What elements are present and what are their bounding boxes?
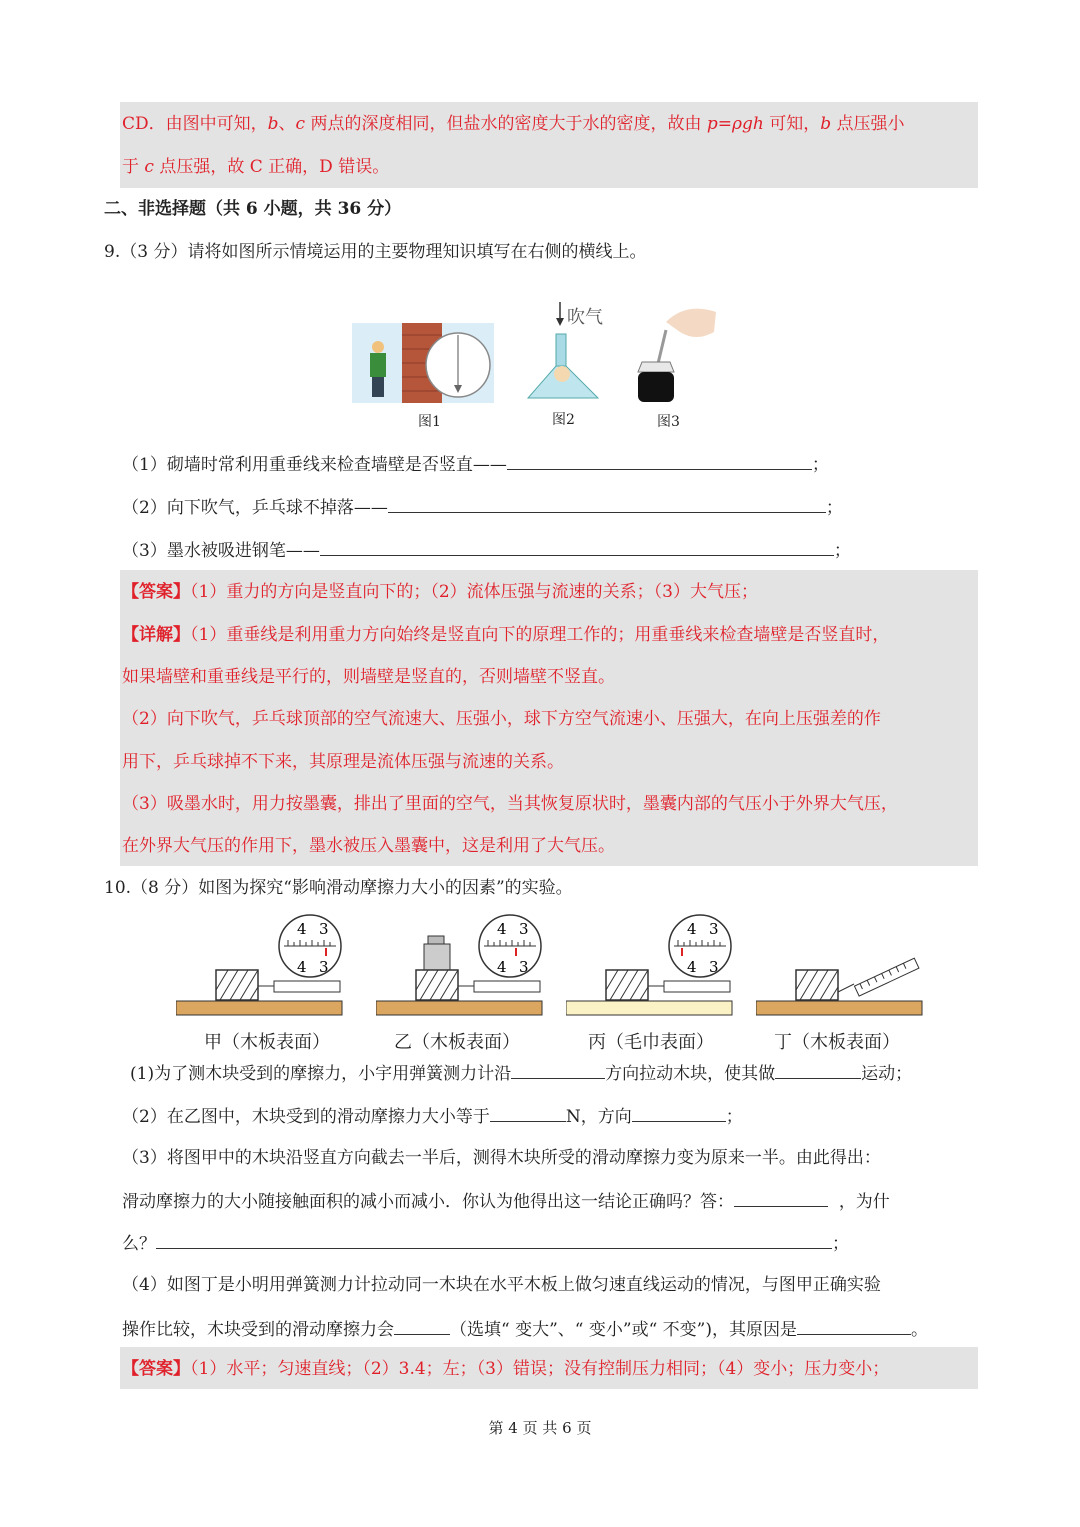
q9-explain-line-4: 用下，乒乓球掉不下来，其原理是流体压强与流速的关系。 xyxy=(122,752,564,772)
q9-item-1: （1）砌墙时常利用重垂线来检查墙壁是否竖直—— ； xyxy=(122,455,829,475)
q10-q3-blank-2[interactable] xyxy=(156,1232,832,1249)
q9-blow-label: 吹气 xyxy=(567,307,603,328)
q9-explain-line-3: （2）向下吹气，乒乓球顶部的空气流速大、压强小，球下方空气流速小、压强大，在向上压强差的作 xyxy=(122,709,881,729)
q9-fig2-label: 图2 xyxy=(552,412,575,428)
q9-figure-1 xyxy=(352,323,494,403)
q9-item-2: （2）向下吹气，乒乓球不掉落—— ； xyxy=(122,498,843,518)
q9-answer: 【答案】（1）重力的方向是竖直向下的；（2）流体压强与流速的关系；（3）大气压； xyxy=(122,582,758,602)
q10-yi-gauge-bottom-left: 4 xyxy=(497,958,507,976)
q10-q2: （2）在乙图中，木块受到的滑动摩擦力大小等于 N，方向 ； xyxy=(122,1107,743,1127)
q9-explain-line-6: 在外界大气压的作用下，墨水被压入墨囊中，这是利用了大气压。 xyxy=(122,836,615,856)
q10-jia-gauge-top-left: 4 xyxy=(297,920,307,938)
q10-fig-label-yi: 乙（木板表面） xyxy=(394,1032,520,1053)
q10-figure-bing xyxy=(566,912,736,1020)
q10-figure-yi xyxy=(376,912,546,1020)
q10-yi-gauge-top-left: 4 xyxy=(497,920,507,938)
top-answer-line2: 于 c 点压强，故 C 正确，D 错误。 xyxy=(122,157,390,177)
q10-bing-gauge-top-right: 3 xyxy=(709,920,719,938)
q10-q4-line2: 操作比较，木块受到的滑动摩擦力会 （选填“ 变大”、“ 变小”或“ 不变”)，其原因是 。 xyxy=(122,1320,928,1340)
q10-figure-ding xyxy=(756,912,926,1020)
q10-q2-blank-2[interactable] xyxy=(632,1105,726,1122)
q10-q3-blank-1[interactable] xyxy=(734,1190,828,1207)
q10-q3-line3: 么？ ； xyxy=(122,1234,849,1254)
q10-bing-gauge-bottom-left: 4 xyxy=(687,958,697,976)
top-answer-line1: CD．由图中可知，b、c 两点的深度相同，但盐水的密度大于水的密度，故由 p=ρgh 可知，b 点压强小 xyxy=(122,114,905,134)
q10-jia-gauge-bottom-right: 3 xyxy=(319,958,329,976)
q9-figure-3 xyxy=(636,302,720,407)
q10-yi-gauge-bottom-right: 3 xyxy=(519,958,529,976)
q10-q4-blank-1[interactable] xyxy=(394,1318,450,1335)
q9-item-3: （3）墨水被吸进钢笔—— ； xyxy=(122,541,851,561)
q10-answer: 【答案】（1）水平；匀速直线；（2）3.4；左；（3）错误；没有控制压力相同；（4）变小；压力变小； xyxy=(122,1359,890,1379)
q10-fig-label-jia: 甲（木板表面） xyxy=(204,1032,330,1053)
q9-stem: 9.（3 分）请将如图所示情境运用的主要物理知识填写在右侧的横线上。 xyxy=(104,242,647,262)
q9-blank-1[interactable] xyxy=(507,453,812,470)
q10-bing-gauge-top-left: 4 xyxy=(687,920,697,938)
q10-q3-line2: 滑动摩擦力的大小随接触面积的减小而减小．你认为他得出这一结论正确吗？答： ，为什 xyxy=(122,1192,890,1212)
q9-blank-3[interactable] xyxy=(320,539,834,556)
q10-fig-label-bing: 丙（毛巾表面） xyxy=(588,1032,714,1053)
q10-stem: 10.（8 分）如图为探究“影响滑动摩擦力大小的因素”的实验。 xyxy=(104,878,573,898)
q10-fig-label-ding: 丁（木板表面） xyxy=(774,1032,900,1053)
q10-q2-blank-1[interactable] xyxy=(490,1105,566,1122)
q10-q4-line1: （4）如图丁是小明用弹簧测力计拉动同一木块在水平木板上做匀速直线运动的情况，与图甲正确实验 xyxy=(122,1275,881,1295)
q9-explain-line-2: 如果墙壁和重垂线是平行的，则墙壁是竖直的，否则墙壁不竖直。 xyxy=(122,667,615,687)
q9-blank-2[interactable] xyxy=(388,496,826,513)
q10-figure-jia xyxy=(176,912,346,1020)
q10-q3-line1: （3）将图甲中的木块沿竖直方向截去一半后，测得木块所受的滑动摩擦力变为原来一半。由此得出： xyxy=(122,1148,881,1168)
q10-bing-gauge-bottom-right: 3 xyxy=(709,958,719,976)
q10-q1: (1)为了测木块受到的摩擦力，小宇用弹簧测力计沿 方向拉动木块，使其做 运动； xyxy=(130,1064,913,1084)
q10-q1-blank-1[interactable] xyxy=(511,1062,605,1079)
page-footer: 第 4 页 共 6 页 xyxy=(488,1419,592,1437)
q10-q1-blank-2[interactable] xyxy=(775,1062,861,1079)
section-title: 二、非选择题（共 6 小题，共 36 分） xyxy=(104,199,402,219)
q10-yi-gauge-top-right: 3 xyxy=(519,920,529,938)
q9-fig3-label: 图3 xyxy=(657,414,680,430)
q9-fig1-label: 图1 xyxy=(418,414,441,430)
q9-explain-line-1: 【详解】（1）重垂线是利用重力方向始终是竖直向下的原理工作的；用重垂线来检查墙壁是否竖直时， xyxy=(122,625,890,645)
q10-q4-blank-2[interactable] xyxy=(797,1318,911,1335)
q9-explain-line-5: （3）吸墨水时，用力按墨囊，排出了里面的空气，当其恢复原状时，墨囊内部的气压小于外界大气压， xyxy=(122,794,898,814)
q10-jia-gauge-top-right: 3 xyxy=(319,920,329,938)
q10-jia-gauge-bottom-left: 4 xyxy=(297,958,307,976)
